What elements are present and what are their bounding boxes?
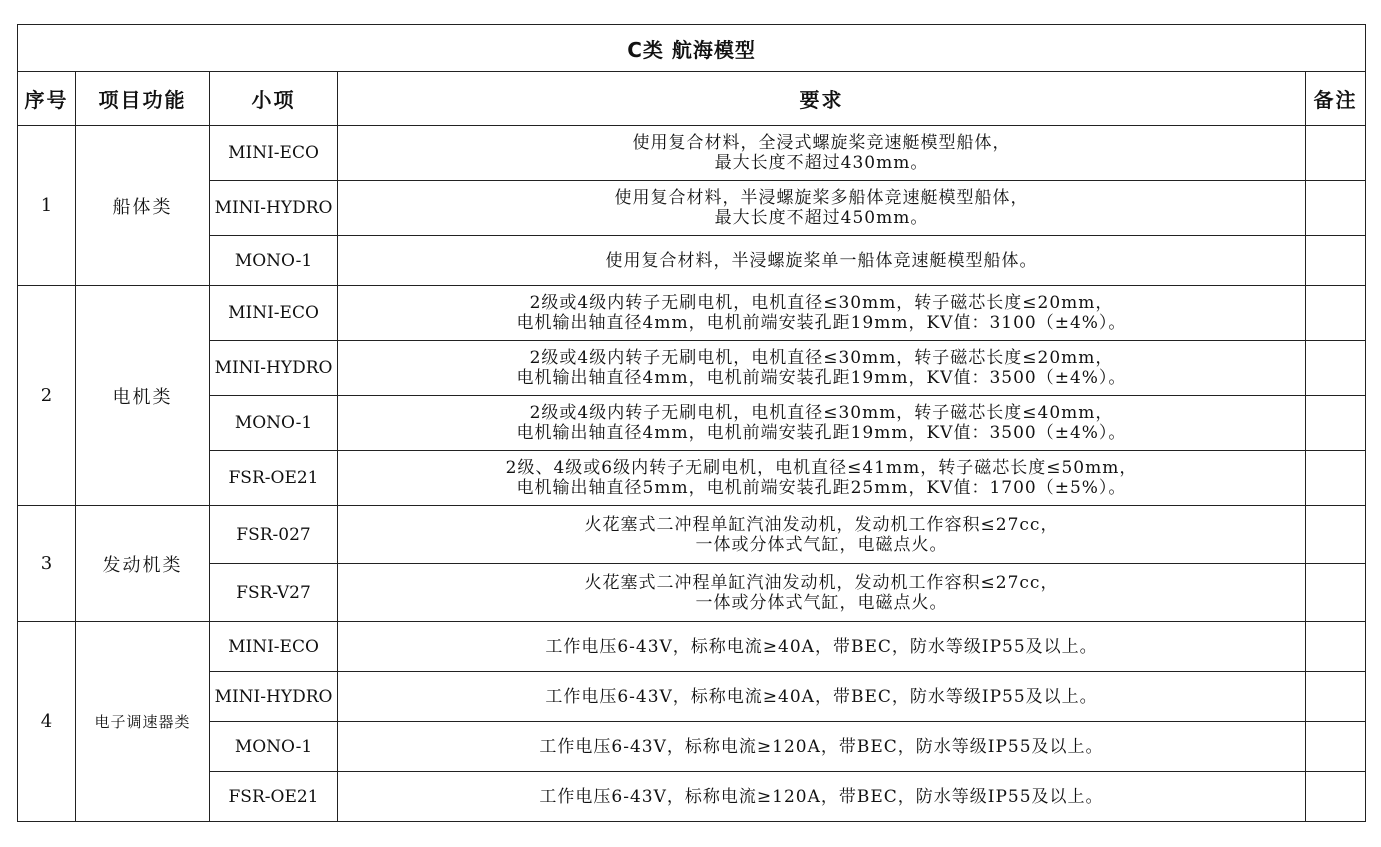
requirement-cell [338, 286, 1306, 341]
category-cell: 发动机类 [76, 506, 210, 622]
remark-cell [1306, 772, 1366, 822]
remark-cell [1306, 396, 1366, 451]
requirement-cell [338, 722, 1306, 772]
requirement-cell [338, 236, 1306, 286]
header-function: 项目功能 [76, 72, 210, 126]
category-cell: 船体类 [76, 126, 210, 286]
table-row [18, 341, 1366, 396]
requirement-cell [338, 181, 1306, 236]
requirement-line: 最大长度不超过430mm。 [714, 153, 929, 173]
table-row [18, 451, 1366, 506]
item-cell: FSR-027 [210, 506, 338, 564]
category-cell: 电子调速器类 [76, 622, 210, 822]
header-remark: 备注 [1306, 72, 1366, 126]
requirement-cell [338, 672, 1306, 722]
table-row [18, 772, 1366, 822]
requirement-line: 使用复合材料，全浸式螺旋桨竞速艇模型船体， [632, 133, 1011, 153]
item-cell: MINI-HYDRO [210, 341, 338, 396]
item-cell: MINI-ECO [210, 622, 338, 672]
item-cell: MINI-HYDRO [210, 672, 338, 722]
remark-cell [1306, 341, 1366, 396]
requirement-line: 2级、4级或6级内转子无刷电机，电机直径≤41mm，转子磁芯长度≤50mm， [505, 458, 1138, 478]
item-cell: MINI-ECO [210, 126, 338, 181]
seq-cell: 3 [18, 506, 76, 622]
header-requirement: 要求 [338, 72, 1306, 126]
requirement-line: 2级或4级内转子无刷电机，电机直径≤30mm，转子磁芯长度≤20mm， [529, 348, 1114, 368]
remark-cell [1306, 286, 1366, 341]
requirement-cell [338, 126, 1306, 181]
remark-cell [1306, 622, 1366, 672]
remark-cell [1306, 564, 1366, 622]
requirement-line: 一体或分体式气缸，电磁点火。 [695, 534, 948, 555]
remark-cell [1306, 126, 1366, 181]
item-cell: MINI-ECO [210, 286, 338, 341]
requirement-line: 工作电压6-43V，标称电流≥40A，带BEC，防水等级IP55及以上。 [545, 636, 1098, 657]
requirement-line: 工作电压6-43V，标称电流≥120A，带BEC，防水等级IP55及以上。 [539, 786, 1104, 807]
requirement-cell [338, 506, 1306, 564]
requirement-cell [338, 564, 1306, 622]
requirement-line: 电机输出轴直径4mm，电机前端安装孔距19mm，KV值：3500（±4%）。 [516, 423, 1127, 443]
remark-cell [1306, 451, 1366, 506]
table-row [18, 181, 1366, 236]
table-row [18, 722, 1366, 772]
requirement-cell [338, 622, 1306, 672]
header-row [18, 72, 1366, 126]
table-row [18, 622, 1366, 672]
item-cell: FSR-V27 [210, 564, 338, 622]
requirement-line: 一体或分体式气缸，电磁点火。 [695, 592, 948, 613]
requirement-cell [338, 396, 1306, 451]
spec-table [17, 24, 1366, 822]
requirement-line: 电机输出轴直径4mm，电机前端安装孔距19mm，KV值：3100（±4%）。 [516, 313, 1127, 333]
seq-cell: 1 [18, 126, 76, 286]
requirement-line: 最大长度不超过450mm。 [714, 208, 929, 228]
item-cell: MONO-1 [210, 396, 338, 451]
table-row [18, 236, 1366, 286]
remark-cell [1306, 181, 1366, 236]
header-item: 小项 [210, 72, 338, 126]
remark-cell [1306, 236, 1366, 286]
requirement-line: 使用复合材料，半浸螺旋桨多船体竞速艇模型船体， [614, 188, 1029, 208]
requirement-line: 2级或4级内转子无刷电机，电机直径≤30mm，转子磁芯长度≤20mm， [529, 293, 1114, 313]
category-cell: 电机类 [76, 286, 210, 506]
seq-cell: 2 [18, 286, 76, 506]
item-cell: FSR-OE21 [210, 772, 338, 822]
requirement-cell [338, 772, 1306, 822]
table-row [18, 564, 1366, 622]
requirement-line: 2级或4级内转子无刷电机，电机直径≤30mm，转子磁芯长度≤40mm， [529, 403, 1114, 423]
requirement-cell [338, 451, 1306, 506]
requirement-line: 工作电压6-43V，标称电流≥120A，带BEC，防水等级IP55及以上。 [539, 736, 1104, 757]
remark-cell [1306, 722, 1366, 772]
table-row [18, 126, 1366, 181]
table-row [18, 672, 1366, 722]
requirement-line: 电机输出轴直径5mm，电机前端安装孔距25mm，KV值：1700（±5%）。 [516, 478, 1127, 498]
remark-cell [1306, 672, 1366, 722]
table-title: C类 航海模型 [18, 25, 1366, 72]
requirement-line: 火花塞式二冲程单缸汽油发动机，发动机工作容积≤27cc， [584, 572, 1059, 593]
requirement-line: 火花塞式二冲程单缸汽油发动机，发动机工作容积≤27cc， [584, 514, 1059, 535]
seq-cell: 4 [18, 622, 76, 822]
item-cell: MONO-1 [210, 722, 338, 772]
requirement-line: 工作电压6-43V，标称电流≥40A，带BEC，防水等级IP55及以上。 [545, 686, 1098, 707]
requirement-line: 使用复合材料，半浸螺旋桨单一船体竞速艇模型船体。 [605, 250, 1038, 271]
item-cell: FSR-OE21 [210, 451, 338, 506]
item-cell: MINI-HYDRO [210, 181, 338, 236]
requirement-line: 电机输出轴直径4mm，电机前端安装孔距19mm，KV值：3500（±4%）。 [516, 368, 1127, 388]
item-cell: MONO-1 [210, 236, 338, 286]
requirement-cell [338, 341, 1306, 396]
table-row [18, 396, 1366, 451]
table-row [18, 506, 1366, 564]
header-seq: 序号 [18, 72, 76, 126]
remark-cell [1306, 506, 1366, 564]
table-row [18, 286, 1366, 341]
title-row [18, 25, 1366, 72]
